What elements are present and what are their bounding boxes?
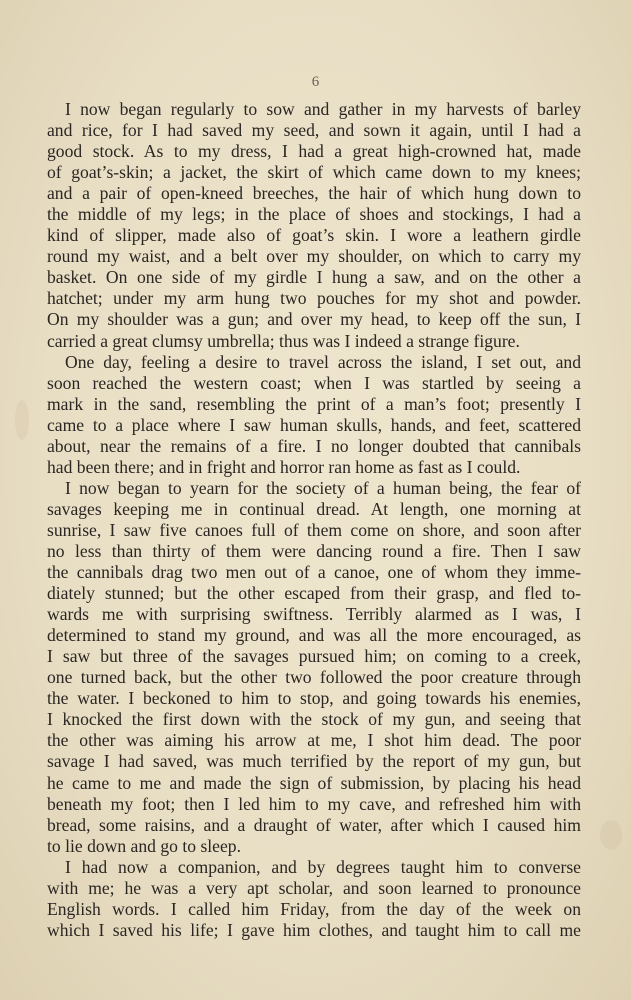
text-line: good stock. As to my dress, I had a great high-crowned hat, made [47, 141, 581, 162]
text-line: I knocked the first down with the stock of my gun, and seeing that [47, 709, 581, 730]
text-line: and rice, for I had saved my seed, and sown it again, until I had a [47, 120, 581, 141]
text-line: the other was aiming his arrow at me, I shot him dead. The poor [47, 730, 581, 751]
text-line: determined to stand my ground, and was all the more encouraged, as [47, 625, 581, 646]
text-line: bread, some raisins, and a draught of water, after which I caused him [47, 814, 581, 835]
text-line: one turned back, but the other two followed the poor creature through [47, 667, 581, 688]
paragraph [47, 857, 581, 941]
text-line: round my waist, and a belt over my shoulder, on which to carry my [47, 246, 581, 267]
text-line: I had now a companion, and by degrees taught him to converse [65, 856, 581, 877]
text-line: savages keeping me in continual dread. At length, one morning at [47, 498, 581, 519]
text-line: English words. I called him Friday, from the day of the week on [47, 898, 581, 919]
page-number: 6 [311, 74, 320, 90]
text-line: sunrise, I saw five canoes full of them come on shore, and soon after [47, 519, 581, 540]
text-line: I now began regularly to sow and gather in my harvests of barley [65, 99, 581, 119]
text-line: and a pair of open-kneed breeches, the hair of which hung down to [47, 183, 581, 204]
text-line: about, near the remains of a fire. I no longer doubted that cannibals [47, 435, 581, 456]
text-line: wards me with surprising swiftness. Terribly alarmed as I was, I [47, 604, 581, 625]
text-line: diately stunned; but the other escaped from their grasp, and fled to- [47, 583, 581, 604]
paragraph [47, 478, 581, 857]
text-line: soon reached the western coast; when I was startled by seeing a [47, 372, 581, 393]
paragraph [47, 99, 581, 352]
text-line: the middle of my legs; in the place of shoes and stockings, I had a [47, 204, 581, 225]
body-text [47, 99, 581, 941]
text-line: he came to me and made the sign of submission, by placing his head [47, 772, 581, 793]
text-line: the water. I beckoned to him to stop, and going towards his enemies, [47, 688, 581, 709]
text-line: savage I had saved, was much terrified by the report of my gun, but [47, 751, 581, 772]
text-line: hatchet; under my arm hung two pouches for my shot and powder. [47, 288, 581, 309]
paragraph [47, 352, 581, 478]
text-line: carried a great clumsy umbrella; thus was I indeed a strange figure. [47, 330, 520, 351]
text-line: which I saved his life; I gave him clothes, and taught him to call me [47, 919, 581, 940]
paper-stain [15, 400, 29, 440]
text-line: One day, feeling a desire to travel across the island, I set out, and [65, 351, 581, 372]
text-line: mark in the sand, resembling the print of a man’s foot; presently I [47, 393, 581, 414]
text-line: of goat’s-skin; a jacket, the skirt of which came down to my knees; [47, 162, 581, 183]
text-line: with me; he was a very apt scholar, and soon learned to pronounce [47, 877, 581, 898]
text-line: basket. On one side of my girdle I hung a saw, and on the other a [47, 267, 581, 288]
text-line: kind of slipper, made also of goat’s skin. I wore a leathern girdle [47, 225, 581, 246]
text-line: had been there; and in fright and horror ran home as fast as I could. [47, 456, 521, 477]
text-line: On my shoulder was a gun; and over my head, to keep off the sun, I [47, 309, 581, 330]
text-line: the cannibals drag two men out of a canoe, one of whom they imme- [47, 562, 581, 583]
text-line: I now began to yearn for the society of a human being, the fear of [65, 477, 581, 498]
text-line: to lie down and go to sleep. [47, 835, 241, 856]
text-line: no less than thirty of them were dancing round a fire. Then I saw [47, 540, 581, 561]
text-line: I saw but three of the savages pursued him; on coming to a creek, [47, 646, 581, 667]
paper-stain [600, 820, 622, 850]
text-line: beneath my foot; then I led him to my cave, and refreshed him with [47, 793, 581, 814]
text-line: came to a place where I saw human skulls, hands, and feet, scattered [47, 414, 581, 435]
